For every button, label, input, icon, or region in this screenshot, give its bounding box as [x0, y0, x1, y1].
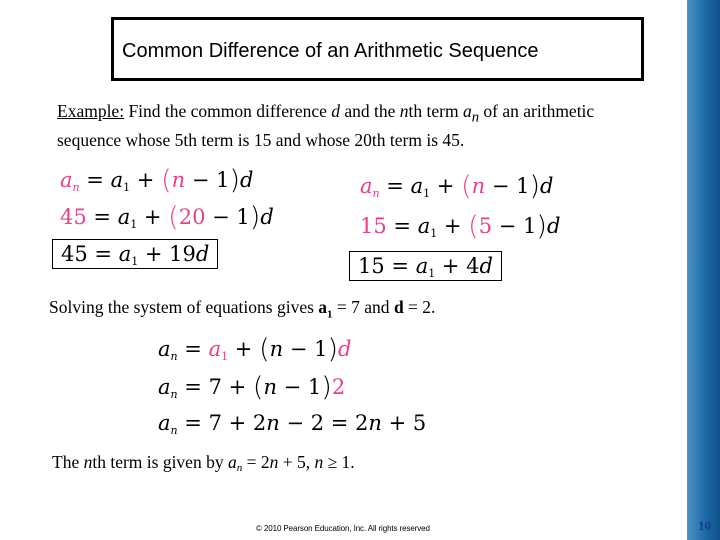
right-eq-line3-boxed: $15 = a_1 + 4d$	[349, 252, 502, 288]
left-eq-line2: $45 = a_1 + (20 - 1)d$	[60, 202, 274, 233]
example-text-2: and the	[340, 101, 400, 121]
example-n: n	[399, 101, 409, 121]
solving-sentence: Solving the system of equations gives $a_1 = 7$ and d = 2.	[49, 297, 436, 321]
title-box	[111, 17, 644, 81]
right-eq-line1: $a_n = a_1 + (n - 1)d$	[360, 171, 554, 202]
example-sub-n: n	[471, 109, 480, 126]
solution-eq-line2: $a_n = 7 + (n - 1)2$	[158, 372, 346, 403]
example-a: a	[462, 101, 472, 121]
page-title: Common Difference of an Arithmetic Sequence	[122, 40, 539, 62]
example-label: Example:	[57, 101, 125, 121]
example-paragraph	[57, 100, 647, 151]
decorative-sidebar	[687, 0, 720, 540]
left-eq-line3-boxed: $45 = a_1 + 19d$	[52, 240, 218, 276]
example-text-1: Find the common difference	[124, 101, 332, 121]
copyright-footer: © 2010 Pearson Education, Inc. All rights reserved	[256, 524, 430, 533]
page-number: 10	[698, 518, 711, 533]
solution-eq-line1: $a_n = a_1 + (n - 1)d$	[158, 334, 352, 365]
example-d: d	[331, 101, 341, 121]
solution-eq-line3: $a_n = 7 + 2n - 2 = 2n + 5$	[158, 411, 427, 437]
right-eq-line2: $15 = a_1 + (5 - 1)d$	[360, 211, 561, 242]
example-text-3: th term	[408, 101, 463, 121]
nth-term-sentence: The nth term is given by $a_n = 2n + 5$, n ≥ 1.	[52, 452, 355, 474]
example-text-4: of an arithmetic sequence whose 5th term is 15 and whose 20th term is 45.	[57, 101, 595, 150]
left-eq-line1: $a_n = a_1 + (n - 1)d$	[60, 165, 254, 196]
